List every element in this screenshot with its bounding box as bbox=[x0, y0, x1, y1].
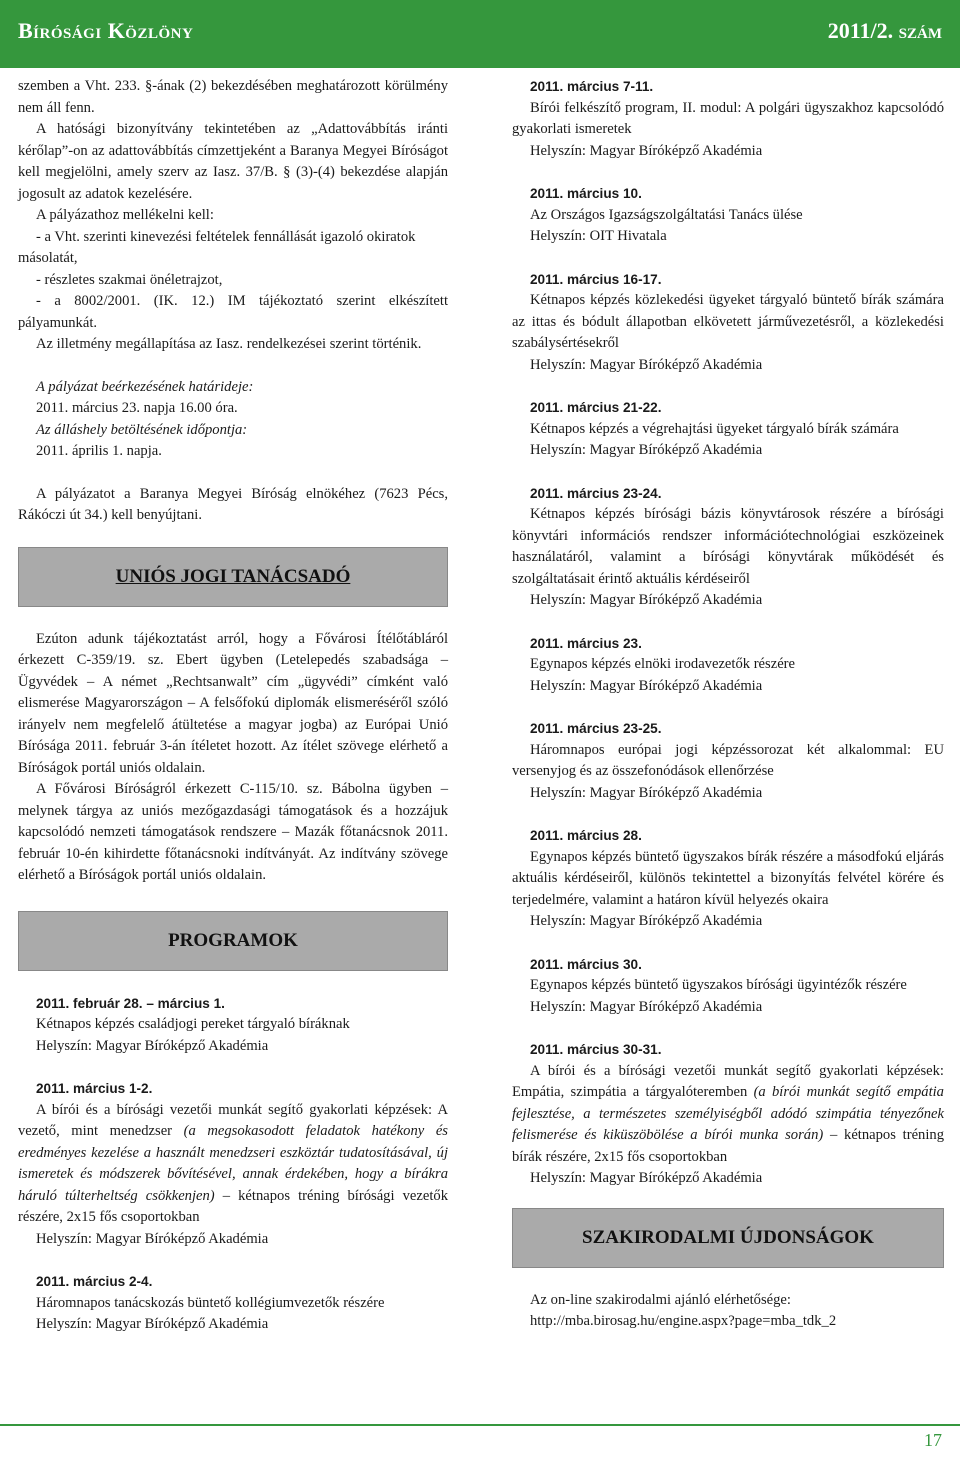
program-date: 2011. március 1-2. bbox=[36, 1081, 153, 1096]
list-item: - a 8002/2001. (IK. 12.) IM tájékoztató szerint elkészített pályamunkát. bbox=[18, 293, 448, 331]
program-entry bbox=[512, 825, 944, 933]
deadline-value: 2011. március 23. napja 16.00 óra. bbox=[36, 400, 238, 416]
program-entry bbox=[512, 718, 944, 804]
paragraph: Ezúton adunk tájékoztatást arról, hogy a Fővárosi Ítélőtábláról érkezett C-359/19. sz. Ebert ügyben (Letelepedés szabadsága – Ügyvédek – A német „Rechtsanwalt” cím „ügyvédi” címként való elismerése Magyarországon – A felsőfokú diplomák elismeréséről szóló irányelv nem megfelelő átültetése a magyar jogba) az Európai Unió Bírósága 2011. február 3-án ítéletet hozott. Az ítélet szövege elérhető a Bíróságok portál uniós oldalain. bbox=[18, 630, 448, 776]
program-description: Bírói felkészítő program, II. modul: A polgári ügyszakhoz kapcsolódó gyakorlati ismeretek bbox=[512, 99, 944, 137]
program-description: A bírói és a bírósági vezetői munkát segítő gyakorlati képzések: Empátia, szimpátia a tárgyalóteremben (a bírói munkát segítő empátia fejlesztése, a természetes személyiségből adódó szimpátia tényezőnek felismerése és kiküszöbölése a bírói munka során) – kétnapos tréning bírák részére, 2x15 fős csoportokban bbox=[512, 1062, 944, 1165]
program-location: Helyszín: Magyar Bíróképző Akadémia bbox=[530, 1170, 763, 1186]
section-title: UNIÓS JOGI TANÁCSADÓ bbox=[115, 565, 351, 587]
program-entry bbox=[512, 633, 944, 698]
program-location: Helyszín: Magyar Bíróképző Akadémia bbox=[36, 1316, 269, 1332]
program-entry bbox=[18, 993, 448, 1058]
page-header bbox=[0, 0, 960, 68]
program-description: Kétnapos képzés a végrehajtási ügyeket tárgyaló bírák számára bbox=[530, 420, 899, 437]
issue-number: 2011/2. szám bbox=[827, 18, 942, 43]
program-entry bbox=[512, 1039, 944, 1190]
program-description: A bírói és a bírósági vezetői munkát segítő gyakorlati képzések: A vezető, mint menedzser (a megsokasodott feladatok hatékony és eredményes kezelése a használt menedzseri eszköztár tudatosításával, új ismeretek és módszerek bővítésével, annak érdekében, hogy a bírákra háruló túlterheltség csökkenjen) – kétnapos tréning bírósági vezetők részére, 2x15 fős csoportokban bbox=[18, 1101, 448, 1225]
program-location: Helyszín: Magyar Bíróképző Akadémia bbox=[530, 142, 763, 159]
program-date: 2011. február 28. – március 1. bbox=[36, 995, 225, 1011]
paragraph: Az illetmény megállapítása az Iasz. rendelkezései szerint történik. bbox=[36, 336, 422, 352]
program-date: 2011. március 2-4. bbox=[36, 1274, 153, 1289]
program-date: 2011. március 30. bbox=[530, 956, 642, 972]
paragraph: szemben a Vht. 233. §-ának (2) bekezdésében meghatározott körülmény nem áll fenn. bbox=[18, 78, 448, 116]
program-description: Egynapos képzés elnöki irodavezetők részére bbox=[530, 656, 796, 672]
program-location: Helyszín: Magyar Bíróképző Akadémia bbox=[530, 356, 763, 373]
program-description: Háromnapos tanácskozás büntető kollégiumvezetők részére bbox=[36, 1294, 385, 1311]
list-item: - a Vht. szerinti kinevezési feltételek fennállását igazoló okiratok másolatát, bbox=[18, 228, 416, 266]
program-location: Helyszín: Magyar Bíróképző Akadémia bbox=[530, 592, 763, 608]
program-location: Helyszín: Magyar Bíróképző Akadémia bbox=[36, 1037, 269, 1054]
program-description: Egynapos képzés büntető ügyszakos bírák részére a másodfokú eljárás aktuális kérdéseiről, különös tekintettel a bizonyítás felvétel körére és terjedelmére, valamint a határon kívül helyezés okaira bbox=[512, 848, 944, 908]
program-entry bbox=[512, 76, 944, 162]
program-date: 2011. március 23. bbox=[530, 635, 642, 651]
start-label: Az álláshely betöltésének időpontja: bbox=[36, 421, 248, 438]
program-entry bbox=[512, 183, 944, 248]
paragraph: A hatósági bizonyítvány tekintetében az „Adattovábbítás iránti kérőlap”-on az adattovábbítás címzettjeként a Baranya Megyei Bíróságot kell megjelölni, amely szerv az Iasz. 37/B. § (3)-(4) bekezdése alapján jogosult az adatok kezelésére. bbox=[18, 121, 448, 202]
program-description: Kétnapos képzés bírósági bázis könyvtárosok részére a bírósági könyvtári információs rendszer információtechnológiai eszközeinek használatáról, valamint a bírósági könyvtárak működését és szolgáltatásait érintő aktuális kérdéseiről bbox=[512, 506, 944, 587]
submission-info: A pályázatot a Baranya Megyei Bíróság elnökéhez (7623 Pécs, Rákóczi út 34.) kell benyújtani. bbox=[18, 485, 448, 523]
program-description: Egynapos képzés büntető ügyszakos bírósági ügyintézők részére bbox=[530, 977, 907, 993]
section-heading-box bbox=[512, 1208, 944, 1268]
program-entry bbox=[512, 269, 944, 377]
program-date: 2011. március 7-11. bbox=[530, 79, 654, 94]
publication-title: Bírósági Közlöny bbox=[18, 18, 194, 43]
list-item: - részletes szakmai önéletrajzot, bbox=[36, 271, 223, 288]
program-entry bbox=[512, 397, 944, 462]
paragraph: Az on-line szakirodalmi ajánló elérhetősége: bbox=[530, 1291, 791, 1308]
program-description: Kétnapos képzés családjogi pereket tárgyaló bíráknak bbox=[36, 1016, 350, 1032]
left-column bbox=[18, 76, 448, 1357]
right-column bbox=[512, 76, 944, 1333]
program-date: 2011. március 21-22. bbox=[530, 400, 662, 415]
program-entry bbox=[512, 954, 944, 1019]
paragraph: A Fővárosi Bíróságról érkezett C-115/10. sz. Bábolna ügyben – melynek tárgya az uniós mezőgazdasági támogatások és a hozzájuk kapcsolódó nemzeti támogatások rendszere – Mazák főtanácsnok 2011. február 10-én kihirdette főtanácsnoki indítványát. Az indítvány szövege elérhető a Bíróságok portál uniós oldalain. bbox=[18, 781, 448, 883]
program-location: Helyszín: OIT Hivatala bbox=[530, 228, 667, 244]
program-date: 2011. március 28. bbox=[530, 828, 642, 843]
section-title: PROGRAMOK bbox=[168, 929, 298, 951]
program-description: Az Országos Igazságszolgáltatási Tanács ülése bbox=[530, 206, 803, 223]
section-title: SZAKIRODALMI ÚJDONSÁGOK bbox=[582, 1226, 874, 1248]
program-date: 2011. március 23-25. bbox=[530, 721, 662, 736]
program-location: Helyszín: Magyar Bíróképző Akadémia bbox=[530, 677, 763, 694]
program-entry bbox=[18, 1271, 448, 1336]
program-date: 2011. március 10. bbox=[530, 186, 642, 201]
program-location: Helyszín: Magyar Bíróképző Akadémia bbox=[530, 442, 763, 458]
deadline-label: A pályázat beérkezésének határideje: bbox=[36, 378, 254, 395]
start-value: 2011. április 1. napja. bbox=[36, 443, 162, 459]
program-description: Háromnapos európai jogi képzéssorozat két alkalommal: EU versenyjog és az összefonódások ellenőrzése bbox=[512, 741, 944, 779]
page-number: 17 bbox=[924, 1430, 942, 1450]
footer-rule bbox=[0, 1424, 960, 1426]
program-date: 2011. március 16-17. bbox=[530, 271, 662, 287]
program-entry bbox=[18, 1078, 448, 1250]
section-heading-box bbox=[18, 547, 448, 607]
section-heading-box bbox=[18, 911, 448, 971]
program-date: 2011. március 23-24. bbox=[530, 485, 662, 501]
program-location: Helyszín: Magyar Bíróképző Akadémia bbox=[530, 784, 763, 801]
literature-link[interactable]: http://mba.birosag.hu/engine.aspx?page=mba_tdk_2 bbox=[530, 1313, 837, 1329]
program-date: 2011. március 30-31. bbox=[530, 1042, 662, 1057]
program-entry bbox=[512, 483, 944, 612]
program-location: Helyszín: Magyar Bíróképző Akadémia bbox=[530, 998, 763, 1015]
program-location: Helyszín: Magyar Bíróképző Akadémia bbox=[530, 913, 763, 929]
program-location: Helyszín: Magyar Bíróképző Akadémia bbox=[36, 1230, 269, 1247]
paragraph: A pályázathoz mellékelni kell: bbox=[36, 207, 214, 223]
program-description: Kétnapos képzés közlekedési ügyeket tárgyaló büntető bírák számára az ittas és bódult állapotban elkövetett járművezetésről, a közlekedési szabálysértésekről bbox=[512, 292, 944, 351]
